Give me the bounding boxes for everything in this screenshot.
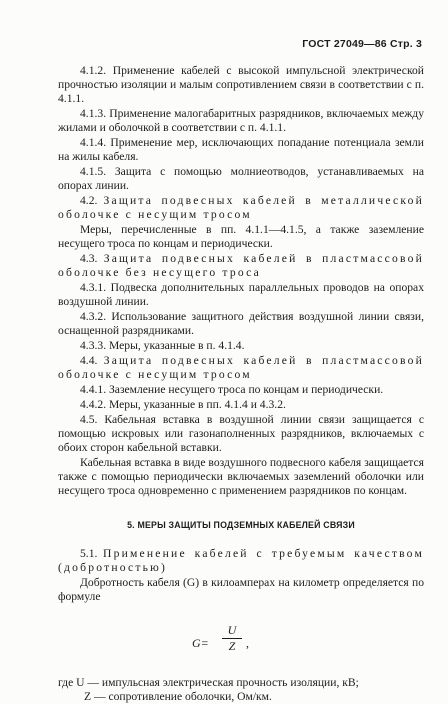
paragraph-4-5: 4.5. Кабельная вставка в воздушной линии связи защищается с помощью искровых или газонаполненных разрядников, включаемых с обоих сторон кабельной вставки.	[58, 413, 424, 454]
heading-4-2	[58, 194, 424, 222]
paragraph-4-1-4: 4.1.4. Применение мер, исключающих попадание потенциала земли на жилы кабеля.	[58, 136, 424, 163]
paragraph-4-4-2: 4.4.2. Меры, указанные в пп. 4.1.4 и 4.3.2.	[80, 398, 286, 411]
page-number: Стр. 3	[389, 38, 422, 50]
paragraph-4-1-2: 4.1.2. Применение кабелей с высокой импульсной электрической прочностью изоляции и малым сопротивлением связи в соответствии с п. 4.1.1.	[58, 64, 424, 105]
formula-lhs: G=	[192, 636, 209, 650]
page-header	[302, 38, 422, 50]
heading-4-2-title: Защита подвесных кабелей в металлической оболочке с несущим тросом	[58, 194, 424, 221]
heading-5-1-number: 5.1.	[80, 547, 98, 560]
heading-4-4	[58, 354, 424, 382]
paragraph-4-2-text: Меры, перечисленные в пп. 4.1.1—4.1.5, а также заземление несущего троса по концам и периодически.	[58, 223, 424, 250]
formula	[58, 618, 424, 668]
heading-5-1-title: Применение кабелей с требуемым качеством (добротностью)	[58, 547, 424, 574]
formula-fraction	[222, 623, 242, 654]
where-line-1: где U — импульсная электрическая прочность изоляции, кВ;	[58, 676, 359, 689]
paragraph-4-3-2: 4.3.2. Использование защитного действия воздушной линии связи, оснащенной разрядниками.	[58, 310, 424, 337]
section-5-title: 5. МЕРЫ ЗАЩИТЫ ПОДЗЕМНЫХ КАБЕЛЕЙ СВЯЗИ	[127, 520, 355, 530]
heading-5-1	[58, 547, 424, 575]
paragraph-4-3-3: 4.3.3. Меры, указанные в п. 4.1.4.	[80, 339, 245, 352]
heading-4-3-number: 4.3.	[80, 252, 98, 265]
heading-4-4-number: 4.4.	[80, 354, 98, 367]
paragraph-4-5-cont: Кабельная вставка в виде воздушного подвесного кабеля защищается также с помощью периодически включаемых заземлений оболочки или несущего троса одновременно с применением разрядников по концам.	[58, 456, 424, 497]
paragraph-5-1-text: Добротность кабеля (G) в килоамперах на километр определяется по формуле	[58, 576, 424, 603]
paragraph-4-3-1: 4.3.1. Подвеска дополнительных параллельных проводов на опорах воздушной линии.	[58, 281, 424, 308]
heading-4-4-title: Защита подвесных кабелей в пластмассовой оболочке с несущим тросом	[58, 354, 424, 381]
heading-4-2-number: 4.2.	[80, 194, 98, 207]
where-line-2: Z — сопротивление оболочки, Ом/км.	[84, 690, 272, 703]
heading-4-3-title: Защита подвесных кабелей в пластмассовой оболочке без несущего троса	[58, 252, 424, 279]
paragraph-4-4-1: 4.4.1. Заземление несущего троса по концам и периодически.	[80, 383, 384, 396]
standard-number: ГОСТ 27049—86	[302, 38, 387, 50]
heading-4-3	[58, 252, 424, 280]
paragraph-4-1-3: 4.1.3. Применение малогабаритных разрядников, включаемых между жилами и оболочкой в соответствии с п. 4.1.1.	[58, 107, 424, 134]
paragraph-4-1-5: 4.1.5. Защита с помощью молниеотводов, устанавливаемых на опорах линии.	[58, 165, 424, 192]
formula-tail: ,	[246, 636, 249, 650]
document-body	[58, 64, 424, 704]
formula-numerator: U	[222, 623, 242, 639]
formula-denominator: Z	[228, 639, 236, 653]
